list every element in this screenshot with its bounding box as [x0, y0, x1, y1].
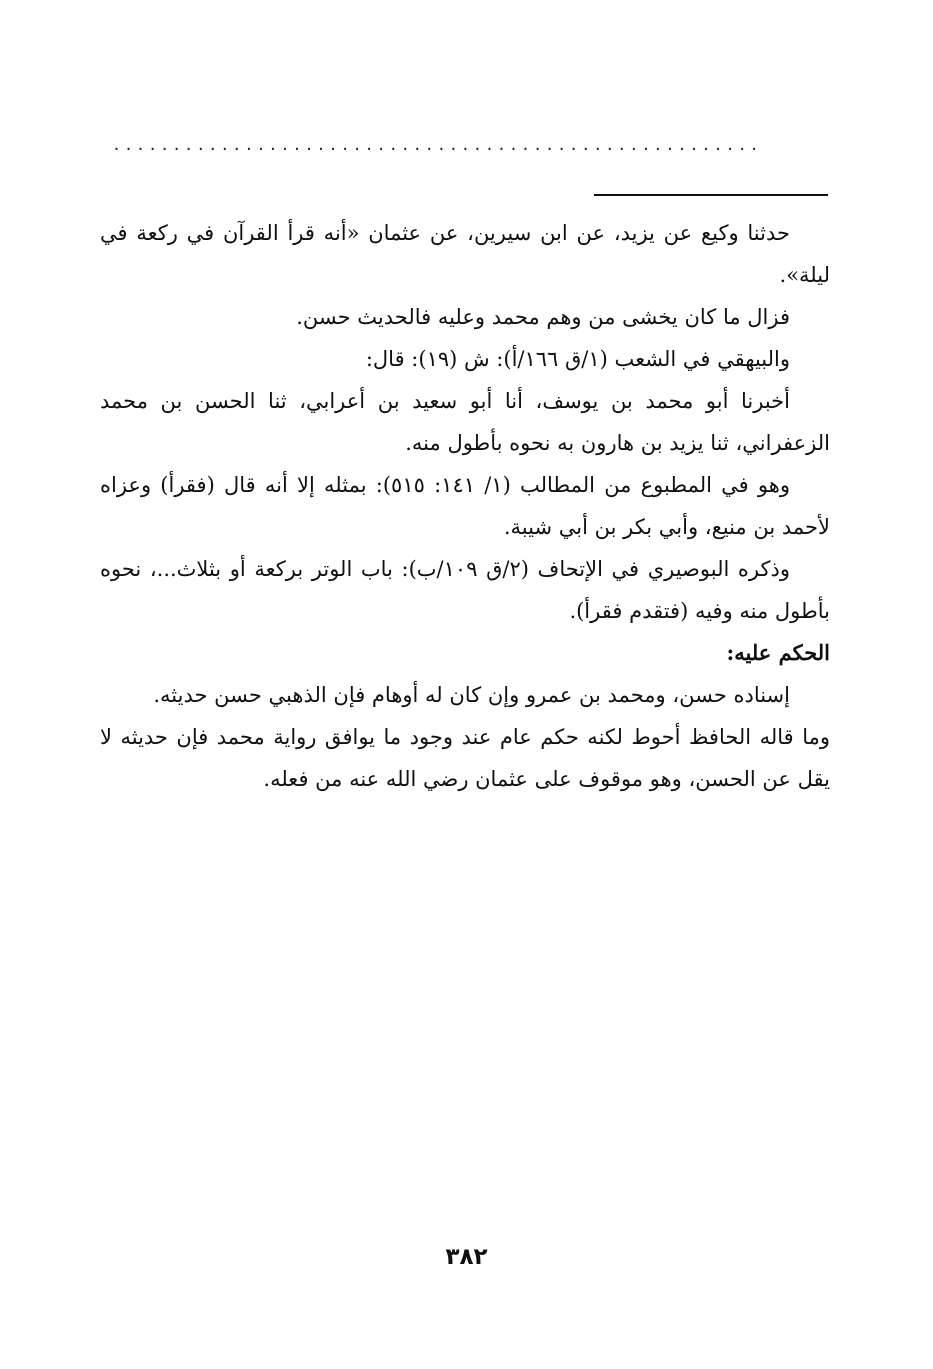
- ruling-heading: الحكم عليه:: [726, 640, 830, 665]
- paragraph-4: أخبرنا أبو محمد بن يوسف، أنا أبو سعيد بن أعرابي، ثنا الحسن بن محمد الزعفراني، ثنا يزيد بن هارون به نحوه بأطول منه.: [100, 389, 830, 455]
- page-number: ٣٨٢: [445, 1244, 488, 1270]
- footnote-rule: [594, 194, 828, 196]
- paragraph-6: وذكره البوصيري في الإتحاف (٢/ق ١٠٩/ب): باب الوتر بركعة أو بثلاث...، نحوه بأطول منه وفيه (فتقدم فقرأ).: [100, 557, 830, 623]
- paragraph-2: فزال ما كان يخشى من وهم محمد وعليه فالحديث حسن.: [296, 305, 790, 329]
- paragraph-7: إسناده حسن، ومحمد بن عمرو وإن كان له أوهام فإن الذهبي حسن حديثه.: [153, 683, 790, 707]
- page-body: [100, 212, 830, 800]
- dotted-separator: ......................................................: [112, 136, 762, 154]
- paragraph-3: والبيهقي في الشعب (١/ق ١٦٦/أ): ش (١٩): قال:: [365, 347, 790, 371]
- paragraph-5: وهو في المطبوع من المطالب (١/ ١٤١: ٥١٥): بمثله إلا أنه قال (فقرأ) وعزاه لأحمد بن منيع، وأبي بكر بن أبي شيبة.: [100, 473, 830, 539]
- paragraph-1: حدثنا وكيع عن يزيد، عن ابن سيرين، عن عثمان «أنه قرأ القرآن في ركعة في ليلة».: [100, 221, 830, 287]
- paragraph-8: وما قاله الحافظ أحوط لكنه حكم عام عند وجود ما يوافق رواية محمد فإن حديثه لا يقل عن الحسن، وهو موقوف على عثمان رضي الله عنه من فعله.: [100, 725, 830, 791]
